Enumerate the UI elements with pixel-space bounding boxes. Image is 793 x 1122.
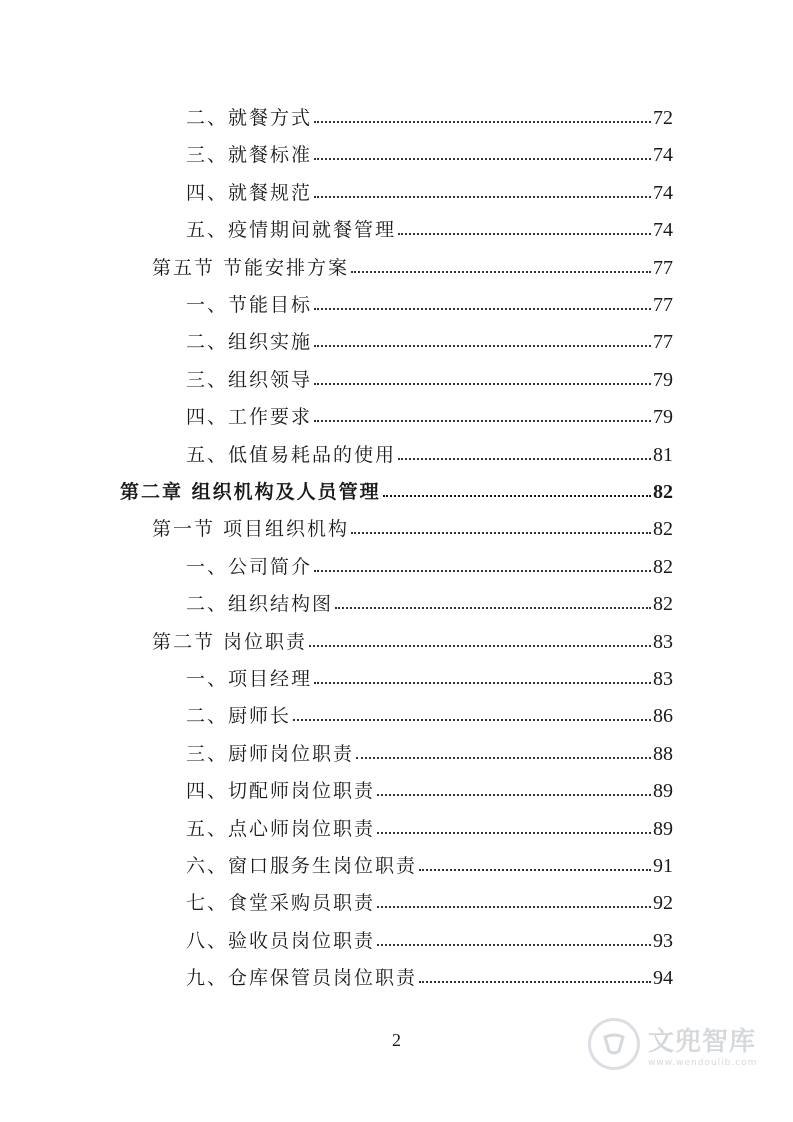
dot-leader: [398, 233, 651, 235]
toc-entry-page: 74: [653, 144, 673, 167]
toc-entry[interactable]: [186, 100, 673, 130]
dot-leader: [377, 832, 651, 834]
toc-entry[interactable]: [186, 960, 673, 990]
toc-entry-page: 82: [653, 481, 673, 503]
toc-entry-label: 三、厨师岗位职责: [186, 742, 355, 765]
toc-entry-label: 五、点心师岗位职责: [186, 817, 376, 840]
toc-entry-page: 89: [653, 780, 673, 803]
toc-entry[interactable]: [186, 698, 673, 728]
toc-entry-page: 72: [653, 107, 673, 129]
toc-entry-label: 一、项目经理: [186, 668, 313, 690]
toc-entry[interactable]: [186, 362, 673, 392]
toc-entry-page: 77: [653, 331, 673, 354]
toc-entry-label: 第五节 节能安排方案: [152, 256, 350, 279]
toc-entry-page: 77: [653, 256, 673, 279]
dot-leader: [377, 944, 651, 946]
toc-entry-label: 八、验收员岗位职责: [186, 929, 376, 952]
toc-entry[interactable]: [186, 885, 673, 915]
dot-leader: [314, 345, 651, 347]
toc-entry-page: 86: [653, 705, 673, 728]
toc-entry-page: 92: [653, 892, 673, 915]
toc-entry[interactable]: [152, 624, 673, 654]
toc-entry[interactable]: [186, 175, 673, 205]
toc-entry[interactable]: [186, 848, 673, 878]
toc-entry[interactable]: [186, 811, 673, 841]
page-number: 2: [392, 1030, 401, 1050]
watermark: [588, 1018, 757, 1070]
toc-entry-page: 81: [653, 443, 673, 466]
toc-entry-label: 二、厨师长: [186, 705, 292, 728]
dot-leader: [314, 420, 651, 422]
toc-entry[interactable]: [186, 586, 673, 616]
toc-entry-label: 第二节 岗位职责: [152, 630, 308, 653]
dot-leader: [314, 121, 651, 123]
toc-entry-label: 五、疫情期间就餐管理: [186, 219, 397, 242]
toc-entry-label: 一、公司简介: [186, 555, 313, 578]
toc-entry-label: 四、就餐规范: [186, 181, 313, 204]
toc-entry[interactable]: [186, 399, 673, 429]
toc-entry[interactable]: [152, 511, 673, 541]
dot-leader: [419, 981, 651, 983]
logo-mark-icon: [599, 1029, 629, 1059]
dot-leader: [419, 869, 651, 871]
toc-entry[interactable]: [186, 287, 673, 317]
dot-leader: [314, 682, 651, 684]
toc-entry-page: 74: [653, 219, 673, 242]
dot-leader: [314, 570, 651, 572]
toc-entry[interactable]: [186, 212, 673, 242]
toc-entry-page: 74: [653, 181, 673, 204]
toc-entry-label: 第一节 项目组织机构: [152, 518, 350, 541]
dot-leader: [309, 645, 651, 647]
dot-leader: [398, 458, 651, 460]
toc-entry-label: 三、组织领导: [186, 368, 313, 391]
toc-entry[interactable]: [186, 736, 673, 766]
toc-entry[interactable]: [186, 923, 673, 953]
toc-entry-label: 三、就餐标准: [186, 144, 313, 167]
dot-leader: [314, 158, 651, 160]
toc-entry-label: 一、节能目标: [186, 294, 313, 316]
toc-entry-label: 二、组织结构图: [186, 593, 334, 616]
toc-entry[interactable]: [186, 773, 673, 803]
toc-entry-label: 四、工作要求: [186, 406, 313, 429]
toc-entry-page: 88: [653, 742, 673, 765]
toc-entry[interactable]: [186, 549, 673, 579]
toc-entry[interactable]: [186, 661, 673, 691]
toc-entry-label: 六、窗口服务生岗位职责: [186, 855, 418, 877]
wendou-logo-icon: [588, 1018, 640, 1070]
toc-entry-label: 二、就餐方式: [186, 107, 313, 129]
dot-leader: [383, 495, 651, 497]
toc-entry-page: 93: [653, 929, 673, 952]
dot-leader: [314, 383, 651, 385]
toc-entry-page: 89: [653, 817, 673, 840]
toc-entry-label: 四、切配师岗位职责: [186, 780, 376, 803]
toc-entry-page: 79: [653, 406, 673, 429]
toc-entry[interactable]: [120, 474, 673, 504]
toc-entry-page: 82: [653, 555, 673, 578]
toc-entry-page: 91: [653, 855, 673, 877]
toc-entry-page: 82: [653, 518, 673, 541]
toc-entry-label: 第二章 组织机构及人员管理: [120, 481, 381, 503]
dot-leader: [377, 906, 651, 908]
toc-entry-label: 二、组织实施: [186, 331, 313, 354]
watermark-name: 文兜智库: [648, 1026, 757, 1057]
toc-entry[interactable]: [186, 437, 673, 467]
toc-entry[interactable]: [152, 250, 673, 280]
dot-leader: [335, 607, 651, 609]
toc-entry-page: 79: [653, 368, 673, 391]
dot-leader: [356, 757, 651, 759]
toc-entry-label: 七、食堂采购员职责: [186, 892, 376, 915]
toc-entry-page: 94: [653, 967, 673, 990]
toc-entry[interactable]: [186, 324, 673, 354]
dot-leader: [293, 719, 651, 721]
toc-entry-label: 五、低值易耗品的使用: [186, 443, 397, 466]
toc-entry-page: 83: [653, 668, 673, 690]
dot-leader: [377, 794, 651, 796]
toc-entry[interactable]: [186, 137, 673, 167]
toc-entry-page: 77: [653, 294, 673, 316]
dot-leader: [351, 532, 651, 534]
toc-entry-label: 九、仓库保管员岗位职责: [186, 967, 418, 990]
dot-leader: [314, 196, 651, 198]
watermark-url: www.wendoulib.com: [648, 1057, 758, 1068]
toc-entry-page: 82: [653, 593, 673, 616]
toc-entry-page: 83: [653, 630, 673, 653]
dot-leader: [314, 308, 651, 310]
dot-leader: [351, 271, 651, 273]
